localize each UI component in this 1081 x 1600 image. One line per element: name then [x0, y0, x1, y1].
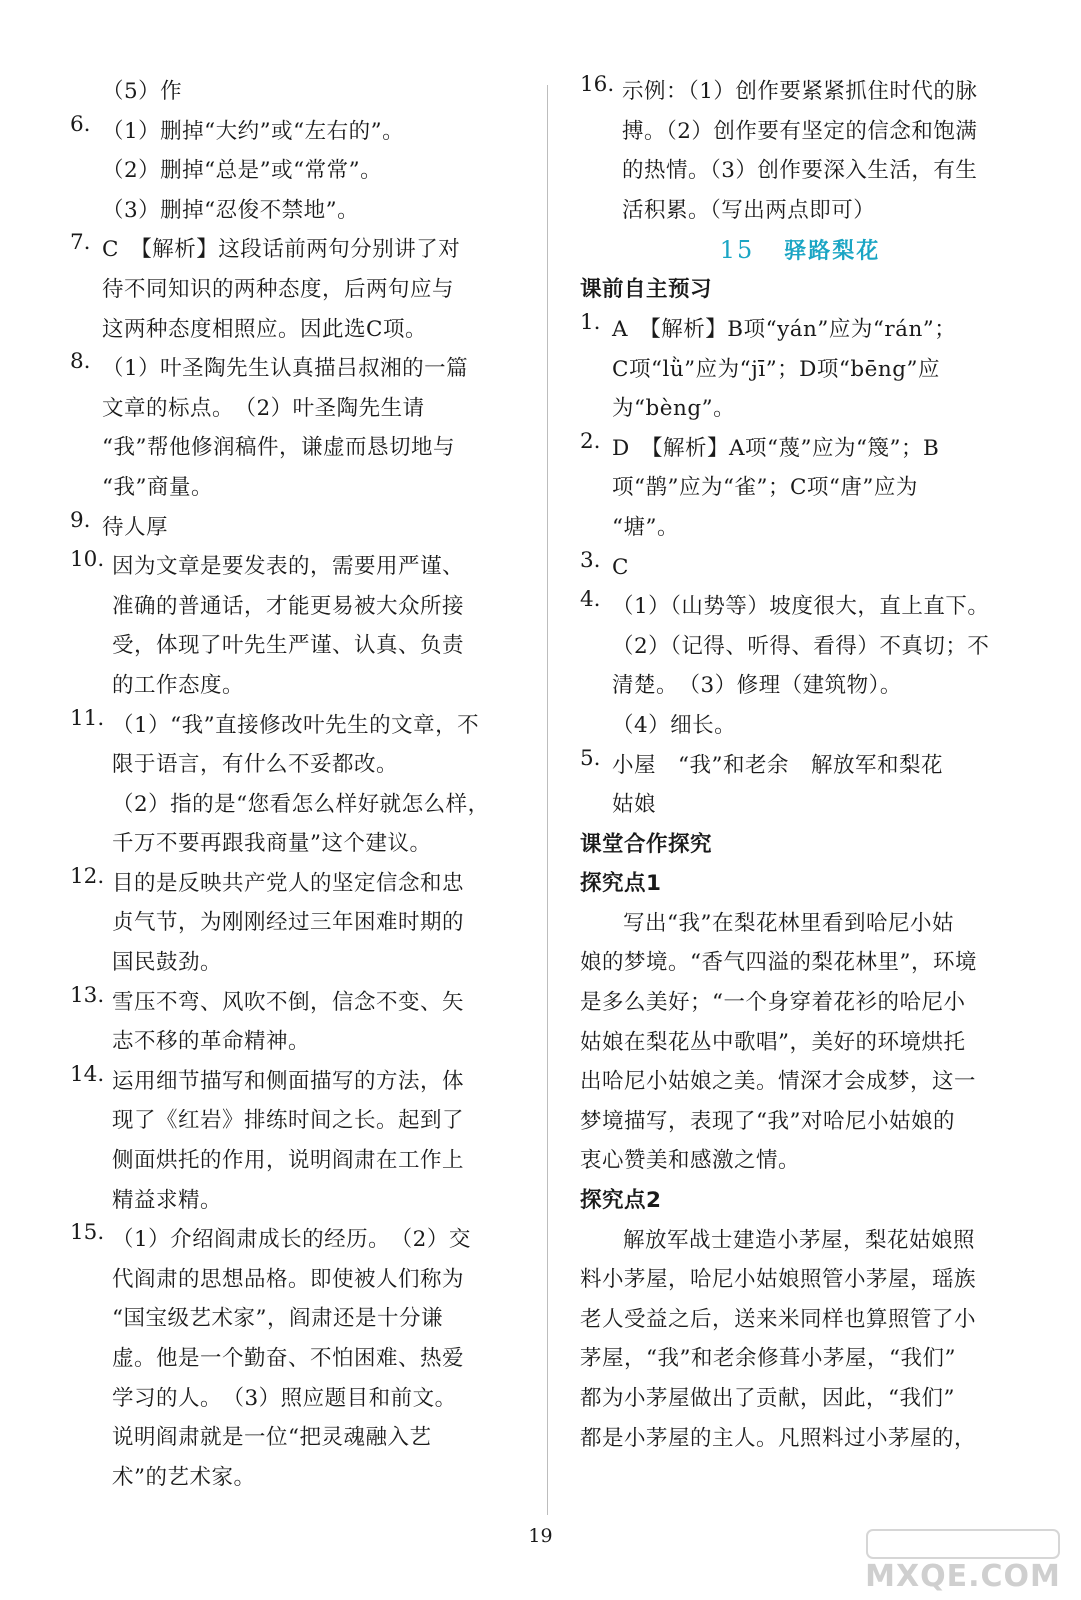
answer-line: 因为文章是要发表的，需要用严谨、	[112, 554, 465, 580]
answer-line: （1）叶圣陶先生认真描吕叔湘的一篇	[102, 356, 469, 382]
paragraph-line: 娘的梦境。“香气四溢的梨花林里”，环境	[580, 950, 977, 976]
answer-line: “塘”。	[612, 514, 679, 540]
answer-item	[70, 72, 510, 112]
answer-number: 8.	[70, 349, 91, 375]
answer-number: 16.	[580, 72, 615, 97]
paragraph-line: 料小茅屋，哈尼小姑娘照管小茅屋，瑶族	[580, 1267, 977, 1293]
watermark-logo	[863, 1526, 1063, 1592]
watermark-text: MXQE.COM	[865, 1559, 1061, 1592]
lesson-number: 15	[719, 236, 755, 265]
section-heading-explore: 课堂合作探究	[580, 831, 713, 857]
answer-line: （1）介绍阎肃成长的经历。 （2）交	[112, 1227, 471, 1253]
answer-line: 的热情。（3）创作要深入生活，有生	[622, 158, 978, 184]
answer-line: 这两种态度相照应。因此选C项。	[102, 316, 427, 342]
answer-item	[580, 310, 1020, 429]
answer-item	[580, 746, 1020, 825]
right-column	[580, 72, 1020, 1458]
answer-item	[70, 706, 510, 864]
paragraph-line: 梦境描写，表现了“我”对哈尼小姑娘的	[580, 1108, 955, 1134]
answer-number: 3.	[580, 547, 601, 573]
explore-point-2-label: 探究点2	[580, 1188, 662, 1214]
answer-item	[70, 547, 510, 705]
paragraph-line: 老人受益之后，送来米同样也算照管了小	[580, 1306, 977, 1332]
paragraph-line: 姑娘在梨花丛中歌唱”，美好的环境烘托	[580, 1029, 966, 1055]
answer-line: C	[612, 554, 629, 580]
answer-line: （1）“我”直接修改叶先生的文章，不	[112, 712, 480, 738]
answer-line: “我”商量。	[102, 474, 213, 500]
answer-line: 小屋 “我”和老余 解放军和梨花	[612, 752, 943, 778]
answer-16	[580, 72, 1020, 230]
answer-number: 11.	[70, 705, 105, 731]
answer-line: （1）删掉“大约”或“左右的”。	[102, 118, 405, 144]
answer-number: 4.	[580, 587, 601, 613]
answer-line: 千万不要再跟我商量”这个建议。	[112, 831, 432, 857]
answer-line: 侧面烘托的作用，说明阎肃在工作上	[112, 1148, 465, 1174]
lesson-title	[580, 230, 1020, 270]
paragraph-line: 茅屋，“我”和老余修葺小茅屋，“我们”	[580, 1346, 956, 1372]
answer-line: 贞气节，为刚刚经过三年困难时期的	[112, 910, 465, 936]
answer-number: 13.	[70, 982, 105, 1008]
paragraph-line: 都是小茅屋的主人。凡照料过小茅屋的，	[580, 1425, 977, 1451]
answer-line: （1）（山势等）坡度很大，直上直下。	[612, 594, 990, 620]
answer-line: 说明阎肃就是一位“把灵魂融入艺	[112, 1425, 432, 1451]
answer-item	[70, 1220, 510, 1497]
paragraph-line: 解放军战士建造小茅屋，梨花姑娘照	[623, 1227, 976, 1253]
answer-item	[580, 548, 1020, 588]
answer-line: 虚。他是一个勤奋、不怕困难、热爱	[112, 1346, 465, 1371]
page-number: 19	[528, 1525, 553, 1547]
answer-number: 12.	[70, 863, 105, 889]
answer-line: （4）细长。	[612, 712, 737, 738]
answer-line: （3）删掉“忍俊不禁地”。	[102, 197, 360, 223]
answer-item	[70, 230, 510, 349]
answer-number: 5.	[580, 745, 601, 771]
answer-number: 14.	[70, 1061, 105, 1087]
answer-item	[580, 429, 1020, 548]
explore-point-2-text	[580, 1221, 1020, 1459]
answer-line: 搏。（2）创作要有坚定的信念和饱满	[622, 118, 978, 144]
answer-line: 为“bèng”。	[612, 396, 736, 422]
paragraph-line: 出哈尼小姑娘之美。情深才会成梦，这一	[580, 1069, 977, 1095]
answer-line: C项“lǜ”应为“jī”；D项“bēng”应	[612, 356, 940, 382]
answer-line: A 【解析】B项“yán”应为“rán”；	[612, 316, 957, 342]
answer-line: 术”的艺术家。	[112, 1464, 256, 1490]
section-heading-preview: 课前自主预习	[580, 277, 713, 303]
answer-line: 的工作态度。	[112, 672, 245, 698]
answer-line: 文章的标点。 （2）叶圣陶先生请	[102, 395, 425, 421]
answer-line: 限于语言，有什么不妥都改。	[112, 752, 399, 778]
answer-item	[70, 349, 510, 507]
explore-point-1-text	[580, 904, 1020, 1181]
answer-line: 现了《红岩》排练时间之长。起到了	[112, 1108, 465, 1134]
paragraph-line: 都为小茅屋做出了贡献，因此，“我们”	[580, 1386, 955, 1411]
answer-line: （2）删掉“总是”或“常常”。	[102, 158, 383, 184]
answer-item	[580, 72, 1020, 230]
answer-line: （2）（记得、听得、看得）不真切；不	[612, 633, 990, 659]
answer-line: 志不移的革命精神。	[112, 1029, 311, 1055]
answer-line: 项“鹊”应为“雀”；C项“唐”应为	[612, 475, 918, 501]
answer-number: 1.	[580, 309, 601, 335]
answer-number: 15.	[70, 1220, 105, 1246]
answer-line: 代阎肃的思想品格。即使被人们称为	[112, 1266, 465, 1292]
answer-line: “国宝级艺术家”，阎肃还是十分谦	[112, 1306, 443, 1332]
answer-line: 运用细节描写和侧面描写的方法，体	[112, 1068, 465, 1094]
answer-item	[70, 1062, 510, 1220]
answer-line: （2）指的是“您看怎么样好就怎么样，	[112, 791, 490, 817]
paragraph-line: 写出“我”在梨花林里看到哈尼小姑	[623, 910, 954, 936]
column-divider	[547, 85, 548, 1515]
answer-line: 国民鼓劲。	[112, 950, 223, 976]
answer-item	[70, 983, 510, 1062]
answer-line: 学习的人。 （3）照应题目和前文。	[112, 1385, 457, 1411]
answer-line: C 【解析】这段话前两句分别讲了对	[102, 237, 461, 263]
answer-item	[580, 587, 1020, 745]
answer-line: “我”帮他修润稿件，谦虚而恳切地与	[102, 435, 455, 461]
answer-number: 7.	[70, 230, 91, 256]
answer-item	[70, 508, 510, 548]
answer-line: 清楚。 （3）修理（建筑物）。	[612, 673, 902, 699]
answer-line: 受，体现了叶先生严谨、认真、负责	[112, 633, 465, 659]
answer-number: 2.	[580, 428, 601, 454]
answer-line: 雪压不弯、风吹不倒，信念不变、矢	[112, 989, 465, 1015]
preview-answers	[580, 310, 1020, 825]
answer-line: （5）作	[102, 79, 183, 104]
answer-line: 精益求精。	[112, 1187, 223, 1213]
answer-line: 待人厚	[102, 514, 169, 540]
answer-line: 姑娘	[612, 792, 657, 818]
lesson-name: 驿路梨花	[784, 239, 881, 265]
answer-line: 待不同知识的两种态度，后两句应与	[102, 276, 455, 302]
answer-line: 目的是反映共产党人的坚定信念和忠	[112, 870, 465, 896]
answer-number: 6.	[70, 111, 91, 137]
answer-item	[70, 864, 510, 983]
answer-line: 准确的普通话，才能更易被大众所接	[112, 593, 465, 619]
answer-line: 示例：（1）创作要紧紧抓住时代的脉	[622, 79, 978, 104]
answer-line: 活积累。（写出两点即可）	[622, 197, 876, 223]
left-column	[70, 72, 510, 1497]
answer-number: 10.	[70, 547, 105, 573]
answer-line: D 【解析】A项“蔑”应为“篾”；B	[612, 435, 940, 461]
answer-number: 9.	[70, 507, 91, 533]
paragraph-line: 衷心赞美和感激之情。	[580, 1148, 801, 1174]
paragraph-line: 是多么美好；“一个身穿着花衫的哈尼小	[580, 990, 966, 1016]
answer-item	[70, 112, 510, 231]
explore-point-1-label: 探究点1	[580, 871, 662, 897]
